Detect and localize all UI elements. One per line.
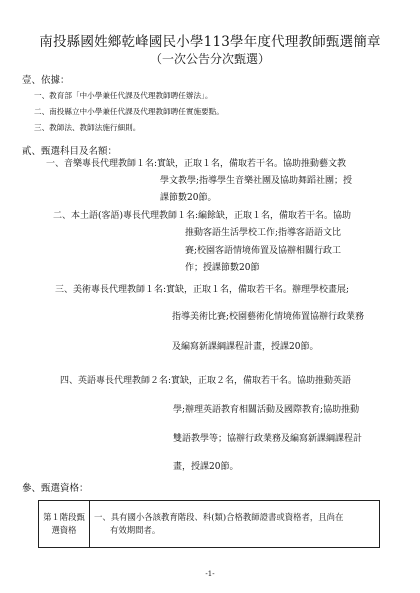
music-line-2: 學文教學;指導學生音樂社團及協助舞蹈社團；授	[160, 176, 353, 186]
page-number: -1-	[205, 570, 215, 578]
stage-label-line-1: 第１階段甄	[43, 512, 85, 522]
art-line-3: 及編寫新課綱課程計畫，授課20節。	[172, 342, 319, 352]
basis-item-1: 一、教育部「中小學兼任代課及代理教師聘任辦法」。	[34, 91, 213, 100]
table-row	[39, 501, 380, 548]
stage-content-line-2: 有效期間者。	[110, 525, 161, 535]
hakka-line-1: 二、本土語(客語)專長代理教師１名:編餘缺，正取１名，備取若干名。協助	[53, 211, 352, 221]
basis-item-3: 三、教師法、教師法施行細則。	[34, 123, 141, 132]
english-line-1: 四、英語專長代理教師２名:實缺，正取２名，備取若干名。協助推動英語	[60, 376, 352, 386]
music-line-1: 一、音樂專長代理教師１名:實缺，正取１名，備取若干名。協助推動藝文教	[46, 159, 347, 169]
english-line-3: 雙語教學等；協辦行政業務及編寫新課綱課程計	[173, 434, 363, 444]
english-line-2: 學;辦理英語教育相關活動及國際教育;協助推動	[173, 405, 360, 415]
hakka-line-4: 作；授課節數20節	[185, 263, 260, 273]
basis-item-2: 二、南投縣立中小學兼任代課及代理教師聘任實施要點。	[34, 107, 224, 116]
page-subtitle: （一次公告分次甄選）	[149, 52, 270, 66]
music-line-3: 課節數20節。	[160, 193, 217, 203]
qualification-stage-label	[39, 501, 90, 548]
section-basis-heading: 壹、依據：	[22, 75, 70, 86]
hakka-line-3: 賽;校園客語情境佈置及協辦相關行政工	[185, 246, 342, 256]
hakka-line-2: 推動客語生活學校工作;指導客語語文比	[185, 228, 342, 238]
qualification-table	[38, 500, 380, 548]
section-qualifications-heading: 參、甄選資格：	[22, 483, 89, 494]
section-subjects-heading: 貳、甄選科目及名額：	[22, 146, 118, 157]
art-line-2: 指導美術比賽;校園藝術化情境佈置協辦行政業務	[172, 312, 365, 322]
english-line-4: 畫，授課20節。	[173, 462, 239, 472]
page-title: 南投縣國姓鄉乾峰國民小學113學年度代理教師甄選簡章	[39, 34, 381, 50]
stage-label-line-2: 選資格	[51, 525, 77, 535]
qualification-stage-content	[90, 501, 380, 548]
stage-content-line-1: 一、具有國小各該教育階段、科(類)合格教師證書或資格者，且尚在	[94, 512, 344, 522]
art-line-1: 三、美術專長代理教師１名:實缺，正取１名，備取若干名。辦理學校畫展;	[55, 285, 350, 295]
